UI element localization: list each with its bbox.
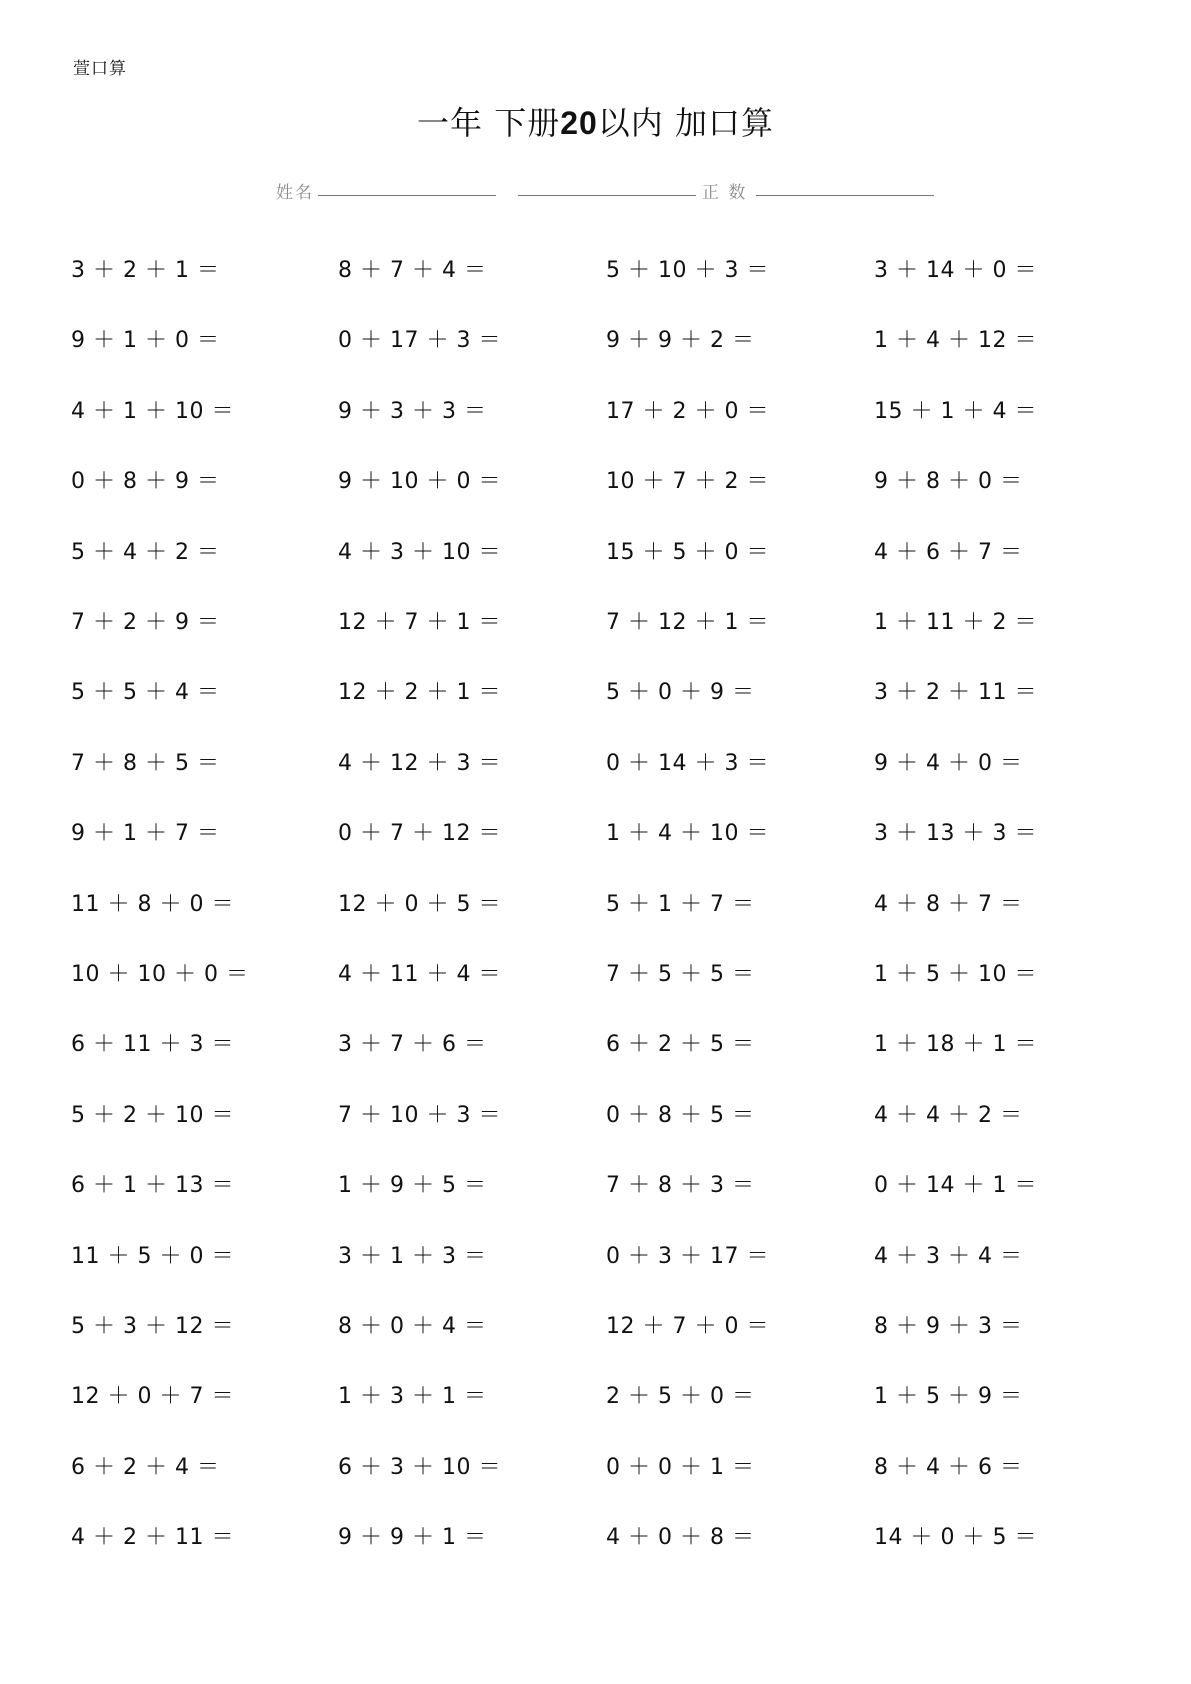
page-title xyxy=(0,98,1191,144)
problem-item: 6 ＋ 2 ＋ 4 ＝ xyxy=(71,1454,220,1480)
problem-item: 4 ＋ 0 ＋ 8 ＝ xyxy=(606,1525,755,1551)
student-info-fields xyxy=(0,178,1191,202)
problem-item: 3 ＋ 1 ＋ 3 ＝ xyxy=(338,1243,487,1269)
correct-count-label: 正 数 xyxy=(702,183,748,203)
problem-item: 3 ＋ 2 ＋ 1 ＝ xyxy=(71,258,220,283)
name-input-line[interactable] xyxy=(318,195,496,196)
problem-item: 6 ＋ 3 ＋ 10 ＝ xyxy=(338,1454,501,1480)
problem-item: 1 ＋ 4 ＋ 10 ＝ xyxy=(606,821,769,847)
problem-item: 1 ＋ 18 ＋ 1 ＝ xyxy=(874,1032,1037,1058)
problem-item: 10 ＋ 7 ＋ 2 ＝ xyxy=(606,469,769,495)
problem-item: 0 ＋ 7 ＋ 12 ＝ xyxy=(338,821,501,847)
problem-item: 9 ＋ 1 ＋ 0 ＝ xyxy=(71,328,220,354)
problem-item: 12 ＋ 2 ＋ 1 ＝ xyxy=(338,680,501,706)
problem-item: 7 ＋ 8 ＋ 5 ＝ xyxy=(71,750,220,776)
title-suffix: 以内 加口算 xyxy=(597,104,774,142)
problem-item: 4 ＋ 6 ＋ 7 ＝ xyxy=(874,539,1023,565)
problem-item: 8 ＋ 7 ＋ 4 ＝ xyxy=(338,258,487,283)
problem-item: 1 ＋ 5 ＋ 9 ＝ xyxy=(874,1384,1023,1410)
problem-item: 0 ＋ 0 ＋ 1 ＝ xyxy=(606,1454,755,1480)
problem-item: 7 ＋ 10 ＋ 3 ＝ xyxy=(338,1102,501,1128)
header-label: 萱口算 xyxy=(73,59,127,79)
problem-item: 12 ＋ 7 ＋ 1 ＝ xyxy=(338,610,501,635)
problem-item: 4 ＋ 1 ＋ 10 ＝ xyxy=(71,398,234,424)
problem-item: 4 ＋ 4 ＋ 2 ＝ xyxy=(874,1102,1023,1128)
problem-item: 0 ＋ 14 ＋ 3 ＝ xyxy=(606,750,769,776)
problem-item: 7 ＋ 12 ＋ 1 ＝ xyxy=(606,610,769,635)
problem-item: 10 ＋ 10 ＋ 0 ＝ xyxy=(71,962,249,987)
problem-item: 3 ＋ 13 ＋ 3 ＝ xyxy=(874,821,1037,847)
problem-item: 9 ＋ 8 ＋ 0 ＝ xyxy=(874,469,1023,495)
correct-count-input-line[interactable] xyxy=(756,195,934,196)
problem-item: 7 ＋ 2 ＋ 9 ＝ xyxy=(71,610,220,635)
problem-item: 12 ＋ 0 ＋ 5 ＝ xyxy=(338,891,501,917)
problem-item: 0 ＋ 3 ＋ 17 ＝ xyxy=(606,1243,769,1269)
problem-item: 17 ＋ 2 ＋ 0 ＝ xyxy=(606,398,769,424)
problem-item: 6 ＋ 1 ＋ 13 ＝ xyxy=(71,1173,234,1199)
problem-item: 4 ＋ 12 ＋ 3 ＝ xyxy=(338,750,501,776)
problem-item: 0 ＋ 14 ＋ 1 ＝ xyxy=(874,1173,1037,1199)
problem-item: 8 ＋ 0 ＋ 4 ＝ xyxy=(338,1314,487,1339)
problem-item: 7 ＋ 5 ＋ 5 ＝ xyxy=(606,962,755,987)
problem-item: 6 ＋ 2 ＋ 5 ＝ xyxy=(606,1032,755,1058)
problem-item: 12 ＋ 7 ＋ 0 ＝ xyxy=(606,1314,769,1339)
problem-item: 6 ＋ 11 ＋ 3 ＝ xyxy=(71,1032,234,1058)
title-number: 20 xyxy=(560,105,598,141)
problem-item: 1 ＋ 3 ＋ 1 ＝ xyxy=(338,1384,487,1410)
problem-item: 5 ＋ 2 ＋ 10 ＝ xyxy=(71,1102,234,1128)
problem-item: 1 ＋ 11 ＋ 2 ＝ xyxy=(874,610,1037,635)
problem-item: 5 ＋ 4 ＋ 2 ＝ xyxy=(71,539,220,565)
problem-item: 12 ＋ 0 ＋ 7 ＝ xyxy=(71,1384,234,1410)
problem-item: 15 ＋ 5 ＋ 0 ＝ xyxy=(606,539,769,565)
problem-item: 5 ＋ 3 ＋ 12 ＝ xyxy=(71,1314,234,1339)
problem-item: 4 ＋ 8 ＋ 7 ＝ xyxy=(874,891,1023,917)
problem-item: 4 ＋ 11 ＋ 4 ＝ xyxy=(338,962,501,987)
problem-item: 9 ＋ 1 ＋ 7 ＝ xyxy=(71,821,220,847)
problem-item: 1 ＋ 9 ＋ 5 ＝ xyxy=(338,1173,487,1199)
problem-item: 0 ＋ 17 ＋ 3 ＝ xyxy=(338,328,501,354)
problem-item: 5 ＋ 5 ＋ 4 ＝ xyxy=(71,680,220,706)
problem-item: 4 ＋ 3 ＋ 4 ＝ xyxy=(874,1243,1023,1269)
problem-item: 11 ＋ 5 ＋ 0 ＝ xyxy=(71,1243,234,1269)
problem-item: 9 ＋ 9 ＋ 2 ＝ xyxy=(606,328,755,354)
problem-item: 5 ＋ 10 ＋ 3 ＝ xyxy=(606,258,769,283)
problem-item: 9 ＋ 10 ＋ 0 ＝ xyxy=(338,469,501,495)
problem-item: 11 ＋ 8 ＋ 0 ＝ xyxy=(71,891,234,917)
problem-item: 4 ＋ 2 ＋ 11 ＝ xyxy=(71,1525,234,1551)
problem-item: 5 ＋ 1 ＋ 7 ＝ xyxy=(606,891,755,917)
problem-item: 2 ＋ 5 ＋ 0 ＝ xyxy=(606,1384,755,1410)
problem-item: 0 ＋ 8 ＋ 5 ＝ xyxy=(606,1102,755,1128)
problem-item: 8 ＋ 9 ＋ 3 ＝ xyxy=(874,1314,1023,1339)
problem-item: 9 ＋ 9 ＋ 1 ＝ xyxy=(338,1525,487,1551)
name-label: 姓名 xyxy=(276,183,314,203)
problem-item: 7 ＋ 8 ＋ 3 ＝ xyxy=(606,1173,755,1199)
problem-item: 9 ＋ 3 ＋ 3 ＝ xyxy=(338,398,487,424)
problem-item: 4 ＋ 3 ＋ 10 ＝ xyxy=(338,539,501,565)
problem-item: 5 ＋ 0 ＋ 9 ＝ xyxy=(606,680,755,706)
problem-item: 1 ＋ 4 ＋ 12 ＝ xyxy=(874,328,1037,354)
problem-item: 9 ＋ 4 ＋ 0 ＝ xyxy=(874,750,1023,776)
problem-item: 14 ＋ 0 ＋ 5 ＝ xyxy=(874,1525,1037,1551)
problem-item: 15 ＋ 1 ＋ 4 ＝ xyxy=(874,398,1037,424)
problem-item: 0 ＋ 8 ＋ 9 ＝ xyxy=(71,469,220,495)
problem-item: 8 ＋ 4 ＋ 6 ＝ xyxy=(874,1454,1023,1480)
problem-item: 3 ＋ 7 ＋ 6 ＝ xyxy=(338,1032,487,1058)
problem-item: 3 ＋ 2 ＋ 11 ＝ xyxy=(874,680,1037,706)
problem-item: 3 ＋ 14 ＋ 0 ＝ xyxy=(874,258,1037,283)
title-prefix: 一年 下册 xyxy=(417,104,561,142)
problem-item: 1 ＋ 5 ＋ 10 ＝ xyxy=(874,962,1037,987)
blank-input-line[interactable] xyxy=(518,195,696,196)
